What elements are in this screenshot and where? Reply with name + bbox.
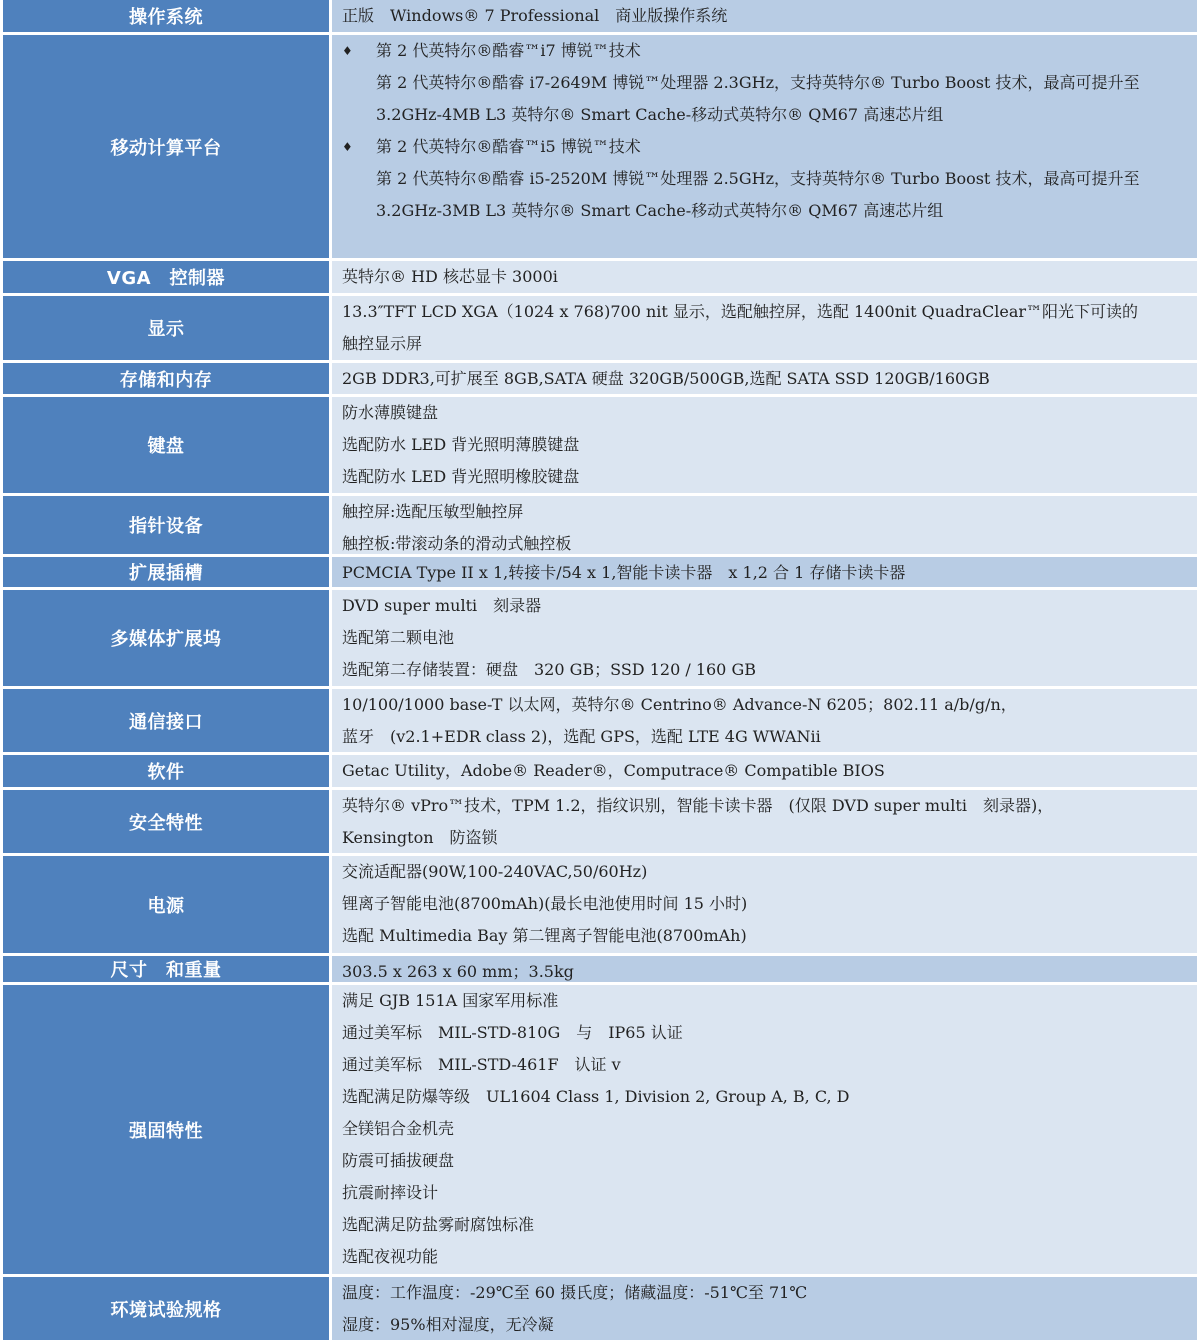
spec-value-line: 湿度：95%相对湿度，无冷凝 (342, 1315, 554, 1334)
spec-value (332, 35, 1197, 258)
spec-row (0, 985, 1200, 1277)
spec-key: 通信接口 (3, 689, 329, 752)
spec-value-line: Kensington 防盗锁 (342, 828, 498, 847)
spec-key: VGA 控制器 (3, 261, 329, 293)
spec-bullet-line: ♦ 第 2 代英特尔®酷睿™i5 博锐™技术 (342, 131, 1191, 163)
spec-value-line: 温度：工作温度：-29℃至 60 摄氏度；储藏温度：-51℃至 71℃ (342, 1283, 808, 1302)
spec-value (332, 0, 1197, 32)
spec-row (0, 296, 1200, 363)
spec-value-line: 选配防水 LED 背光照明薄膜键盘 (342, 435, 580, 454)
spec-row (0, 557, 1200, 590)
spec-key: 强固特性 (3, 985, 329, 1274)
spec-row (0, 397, 1200, 496)
spec-row (0, 496, 1200, 557)
spec-value-line: 3.2GHz-3MB L3 英特尔® Smart Cache-移动式英特尔® QM67 高速芯片组 (376, 201, 944, 220)
spec-value-line: 13.3″TFT LCD XGA（1024 x 768)700 nit 显示，选配触控屏，选配 1400nit QuadraClear™阳光下可读的 (342, 302, 1139, 321)
spec-key: 安全特性 (3, 790, 329, 853)
spec-value (332, 557, 1197, 587)
spec-key: 键盘 (3, 397, 329, 493)
spec-key: 指针设备 (3, 496, 329, 554)
spec-row (0, 35, 1200, 261)
spec-row (0, 590, 1200, 689)
spec-value-line: 英特尔® vPro™技术，TPM 1.2，指纹识别，智能卡读卡器 (仅限 DVD super multi 刻录器)， (342, 796, 1054, 815)
spec-value (332, 985, 1197, 1274)
spec-value (332, 296, 1197, 360)
spec-value-line: 锂离子智能电池(8700mAh)(最长电池使用时间 15 小时) (342, 894, 748, 913)
spec-value-line: 通过美军标 MIL-STD-810G 与 IP65 认证 (342, 1023, 683, 1042)
spec-row (0, 1277, 1200, 1343)
spec-row (0, 755, 1200, 790)
spec-value-line: 选配 Multimedia Bay 第二锂离子智能电池(8700mAh) (342, 926, 747, 945)
spec-key: 多媒体扩展坞 (3, 590, 329, 686)
spec-value-line: 抗震耐摔设计 (342, 1183, 439, 1202)
spec-value-line: Getac Utility，Adobe® Reader®，Computrace® Compatible BIOS (342, 761, 885, 780)
spec-value-line: 2GB DDR3,可扩展至 8GB,SATA 硬盘 320GB/500GB,选配 SATA SSD 120GB/160GB (342, 369, 990, 388)
spec-row (0, 790, 1200, 856)
spec-key: 显示 (3, 296, 329, 360)
spec-value-line: 选配满足防盐雾耐腐蚀标准 (342, 1215, 535, 1234)
spec-key: 尺寸 和重量 (3, 956, 329, 982)
spec-value-line: 选配第二颗电池 (342, 628, 455, 647)
spec-value (332, 755, 1197, 787)
spec-key: 软件 (3, 755, 329, 787)
spec-value-line: 英特尔® HD 核芯显卡 3000i (342, 267, 558, 286)
spec-value (332, 856, 1197, 953)
spec-value-line: PCMCIA Type II x 1,转接卡/54 x 1,智能卡读卡器 x 1,2 合 1 存储卡读卡器 (342, 563, 906, 582)
spec-value-line: 触控板:带滚动条的滑动式触控板 (342, 534, 572, 553)
spec-value-line: 第 2 代英特尔®酷睿 i7-2649M 博锐™处理器 2.3GHz，支持英特尔® Turbo Boost 技术，最高可提升至 (376, 73, 1140, 92)
spec-key: 操作系统 (3, 0, 329, 32)
spec-row (0, 261, 1200, 296)
spec-value-line: 防水薄膜键盘 (342, 403, 439, 422)
spec-value-line: 选配夜视功能 (342, 1247, 439, 1266)
spec-row (0, 689, 1200, 755)
spec-value-line: 满足 GJB 151A 国家军用标准 (342, 991, 559, 1010)
spec-value (332, 363, 1197, 394)
spec-key: 移动计算平台 (3, 35, 329, 258)
spec-value-line: 第 2 代英特尔®酷睿 i5-2520M 博锐™处理器 2.5GHz，支持英特尔® Turbo Boost 技术，最高可提升至 (376, 169, 1140, 188)
spec-value (332, 1277, 1197, 1340)
spec-value (332, 261, 1197, 293)
spec-value-line: 10/100/1000 base-T 以太网，英特尔® Centrino® Advance-N 6205；802.11 a/b/g/n， (342, 695, 1017, 714)
spec-key: 存储和内存 (3, 363, 329, 394)
spec-value-line: 交流适配器(90W,100-240VAC,50/60Hz) (342, 862, 648, 881)
spec-value-line: 选配防水 LED 背光照明橡胶键盘 (342, 467, 580, 486)
spec-value (332, 496, 1197, 554)
spec-value-line: 选配满足防爆等级 UL1604 Class 1, Division 2, Group A, B, C, D (342, 1087, 850, 1106)
spec-value-line: 触控屏:选配压敏型触控屏 (342, 502, 524, 521)
spec-value-line: 选配第二存储装置：硬盘 320 GB；SSD 120 / 160 GB (342, 660, 756, 679)
spec-key: 扩展插槽 (3, 557, 329, 587)
spec-value-line: 触控显示屏 (342, 334, 423, 353)
spec-row (0, 956, 1200, 985)
spec-value (332, 397, 1197, 493)
spec-value-line: 通过美军标 MIL-STD-461F 认证 v (342, 1055, 621, 1074)
spec-value-line: DVD super multi 刻录器 (342, 596, 542, 615)
spec-value-line: 正版 Windows® 7 Professional 商业版操作系统 (342, 6, 728, 25)
spec-value-line: 蓝牙 (v2.1+EDR class 2)，选配 GPS，选配 LTE 4G WWANii (342, 727, 821, 746)
spec-row (0, 0, 1200, 35)
spec-key: 环境试验规格 (3, 1277, 329, 1340)
spec-value-line: 3.2GHz-4MB L3 英特尔® Smart Cache-移动式英特尔® QM67 高速芯片组 (376, 105, 944, 124)
spec-value (332, 790, 1197, 853)
spec-bullet-line: ♦ 第 2 代英特尔®酷睿™i7 博锐™技术 (342, 35, 1191, 67)
spec-value (332, 689, 1197, 752)
spec-value (332, 956, 1197, 982)
spec-row (0, 363, 1200, 397)
spec-key: 电源 (3, 856, 329, 953)
spec-value-line: 全镁铝合金机壳 (342, 1119, 455, 1138)
spec-row (0, 856, 1200, 956)
spec-value-line: 303.5 x 263 x 60 mm；3.5kg (342, 962, 574, 981)
spec-value (332, 590, 1197, 686)
spec-value-line: 防震可插拔硬盘 (342, 1151, 455, 1170)
